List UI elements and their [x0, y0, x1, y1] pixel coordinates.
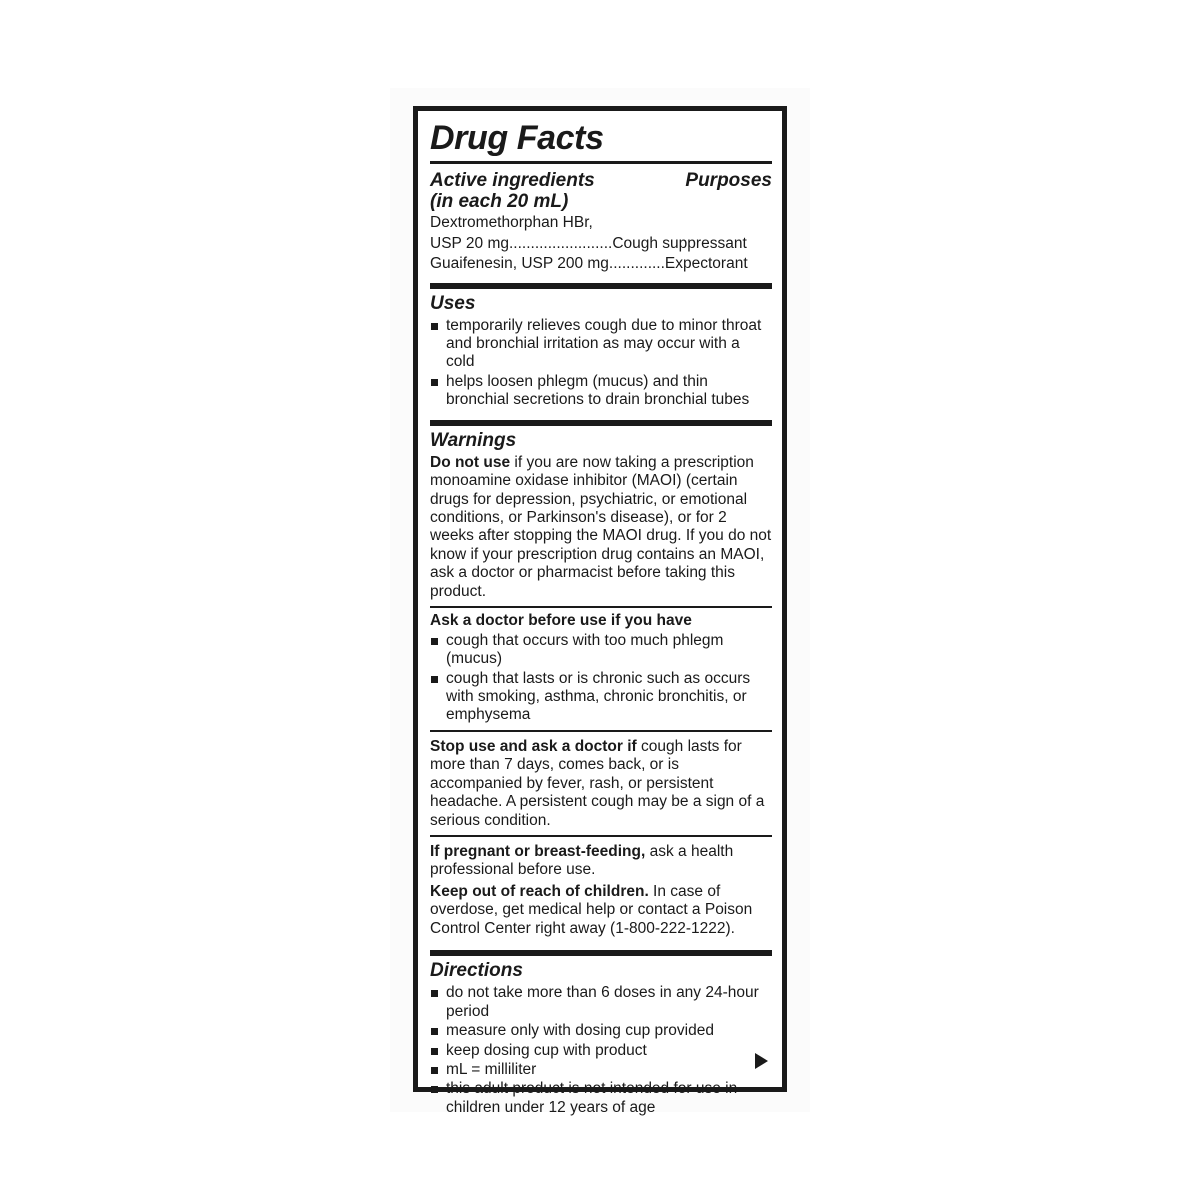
- pregnant-keepout-block: [430, 835, 772, 938]
- keep-out-text: In case of overdose, get medical help or contact a Poison Control Center right away (1-800-222-1222).: [430, 882, 753, 937]
- active-ingredients-heading-line1: Active ingredients: [430, 169, 595, 191]
- directions-list-item: measure only with dosing cup provided: [430, 1022, 772, 1040]
- page-title: Drug Facts: [430, 119, 604, 157]
- pregnant-label: If pregnant or breast-feeding,: [430, 843, 646, 861]
- active-ingredients-heading: [430, 170, 595, 213]
- uses-list-item: helps loosen phlegm (mucus) and thin bronchial secretions to drain bronchial tubes: [430, 373, 772, 410]
- directions-section: [430, 956, 772, 1121]
- pregnant-paragraph: [430, 843, 772, 880]
- stop-use-label: Stop use and ask a doctor if: [430, 737, 637, 755]
- directions-list-item: mL = milliliter: [430, 1061, 772, 1079]
- do-not-use-text: if you are now taking a prescription monoamine oxidase inhibitor (MAOI) (certain drugs for depression, psychiatric, or emotional conditions, or Parkinson's disease), or for 2 weeks after stopping the MAOI drug. If you do not know if your prescription drug contains an MAOI, ask a doctor or pharmacist before taking this product.: [430, 453, 772, 600]
- active-ingredients-heading-line2: (in each 20 mL): [430, 190, 569, 212]
- stop-use-text: cough lasts for more than 7 days, comes back, or is accompanied by fever, rash, or persistent headache. A persistent cough may be a sign of a serious condition.: [430, 737, 765, 829]
- ingredient-line-1: Dextromethorphan HBr,: [430, 214, 593, 232]
- stop-use-block: [430, 730, 772, 830]
- keep-out-paragraph: [430, 883, 772, 938]
- ingredient-line-3: Guaifenesin, USP 200 mg.............Expectorant: [430, 255, 748, 273]
- drug-facts-box: [413, 106, 787, 1116]
- stop-use-paragraph: [430, 738, 772, 830]
- directions-list-item: do not take more than 6 doses in any 24-hour period: [430, 984, 772, 1021]
- do-not-use-paragraph: [430, 454, 772, 602]
- ask-doctor-heading: Ask a doctor before use if you have: [430, 612, 692, 630]
- warnings-heading: Warnings: [430, 429, 517, 451]
- directions-list-item: this adult product is not intended for use in children under 12 years of age: [430, 1080, 772, 1117]
- ask-doctor-list: [430, 632, 772, 725]
- keep-out-label: Keep out of reach of children.: [430, 882, 649, 900]
- ask-doctor-list-item: cough that lasts or is chronic such as occurs with smoking, asthma, chronic bronchitis, or emphysema: [430, 670, 772, 725]
- directions-list: [430, 984, 772, 1117]
- directions-list-item: keep dosing cup with product: [430, 1042, 772, 1060]
- drug-facts-inner: [418, 111, 782, 1125]
- active-ingredients-section: [430, 168, 772, 277]
- directions-heading: Directions: [430, 960, 523, 982]
- warnings-section: [430, 426, 772, 945]
- uses-list-item: temporarily relieves cough due to minor throat and bronchial irritation as may occur with a cold: [430, 317, 772, 372]
- ingredient-line-2: USP 20 mg........................Cough suppressant: [430, 234, 747, 252]
- ask-doctor-block: [430, 606, 772, 725]
- right-triangle-icon: [755, 1053, 768, 1069]
- uses-section: [430, 289, 772, 414]
- purposes-heading: Purposes: [685, 169, 772, 191]
- uses-list: [430, 317, 772, 410]
- do-not-use-label: Do not use: [430, 453, 511, 471]
- pregnant-text: ask a health professional before use.: [430, 843, 734, 879]
- active-ingredients-header-row: [430, 170, 772, 213]
- divider-title: [430, 161, 772, 164]
- ask-doctor-list-item: cough that occurs with too much phlegm (mucus): [430, 632, 772, 669]
- uses-heading: Uses: [430, 292, 476, 314]
